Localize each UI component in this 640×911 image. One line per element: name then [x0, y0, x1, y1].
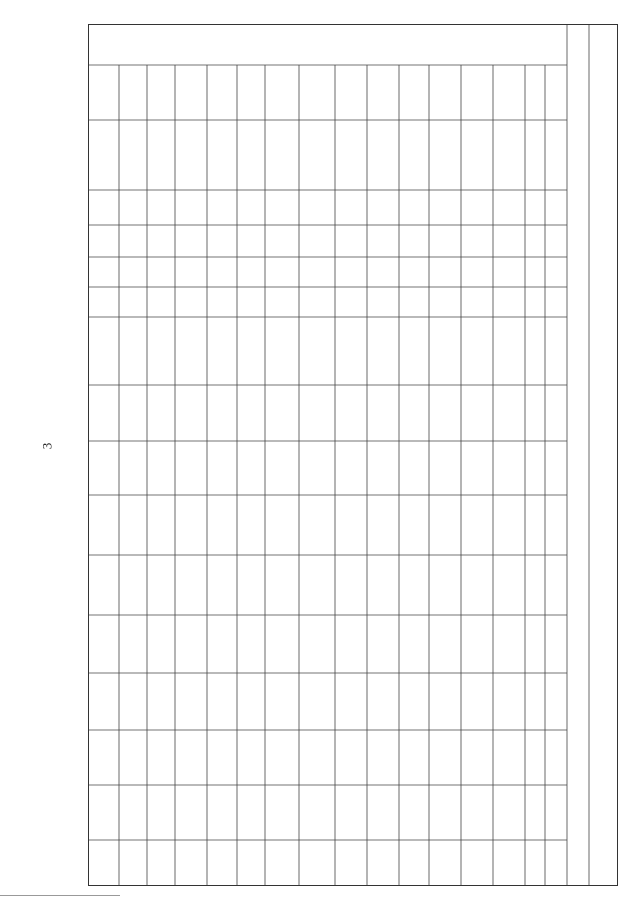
- scan-artifact-mark: [0, 895, 120, 896]
- page-number: 3: [39, 442, 55, 450]
- table-grid: [89, 25, 618, 886]
- budget-table: [88, 24, 618, 886]
